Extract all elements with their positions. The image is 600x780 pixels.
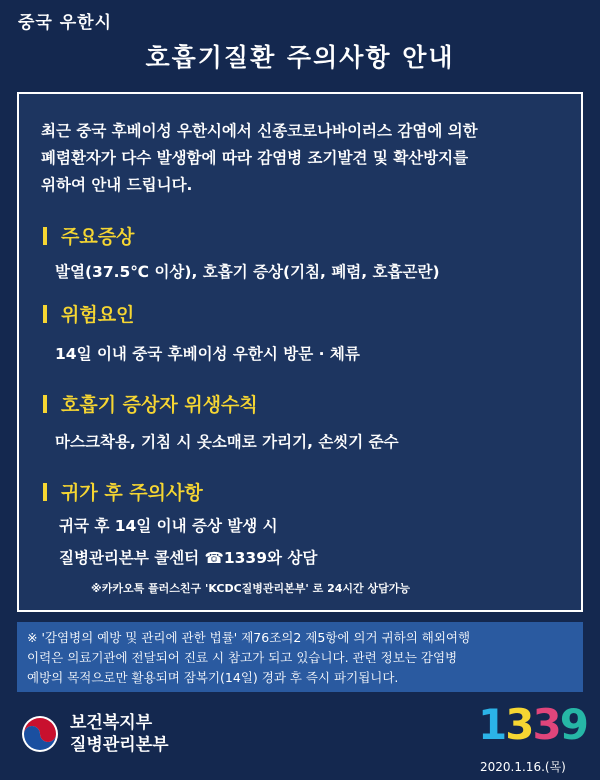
page-title: 호흡기질환 주의사항 안내 [145,43,455,72]
government-emblem-icon [20,714,60,754]
ministry-name [70,712,169,756]
heading-bar-icon [43,483,47,501]
heading-bar-icon [43,305,47,323]
intro-text: 최근 중국 후베이성 우한시에서 신종코로나바이러스 감염에 의한 폐렴환자가 다수 발생함에 따라 감염병 조기발견 및 확산방지를 위하여 안내 드립니다. [41,122,478,194]
section-heading-symptoms: 주요증상 [43,222,134,249]
heading-bar-icon [43,227,47,245]
content-panel [17,92,583,612]
hotline-digit: 1 [478,700,506,749]
kakao-note: ※카카오톡 플러스친구 'KCDC질병관리본부' 로 24시간 상담가능 [91,582,410,595]
privacy-notice: ※ '감염병의 예방 및 관리에 관한 법률' 제76조의2 제5항에 의거 귀하의 해외여행 이력은 의료기관에 전달되어 진료 시 참고가 되고 있습니다. 관련 정보는 감염병 예방의 목적으로만 활용되며 잠복기(14일) 경과 후 즉시 파기됩니다. [17,622,583,692]
hotline-logo [478,700,587,749]
symptoms-text: 발열(37.5℃ 이상), 호흡기 증상(기침, 폐렴, 호흡곤란) [55,263,440,281]
ministry-line-2: 질병관리본부 [70,735,169,755]
hotline-digit: 3 [505,700,533,749]
section-heading-risk: 위험요인 [43,300,134,327]
date-label: 2020.1.16.(목) [480,760,566,774]
section-heading-hygiene: 호흡기 증상자 위생수칙 [43,390,258,417]
hotline-digit: 3 [532,700,560,749]
city-label: 중국 우한시 [18,13,113,33]
section-heading-return: 귀가 후 주의사항 [43,478,203,505]
return-text-2: 질병관리본부 콜센터 ☎1339와 상담 [59,549,318,567]
ministry-line-1: 보건복지부 [70,713,153,733]
heading-bar-icon [43,395,47,413]
risk-text: 14일 이내 중국 후베이성 우한시 방문 · 체류 [55,345,360,363]
hotline-digit: 9 [559,700,587,749]
hygiene-text: 마스크착용, 기침 시 옷소매로 가리기, 손씻기 준수 [55,433,399,451]
return-text-1: 귀국 후 14일 이내 증상 발생 시 [59,517,278,535]
